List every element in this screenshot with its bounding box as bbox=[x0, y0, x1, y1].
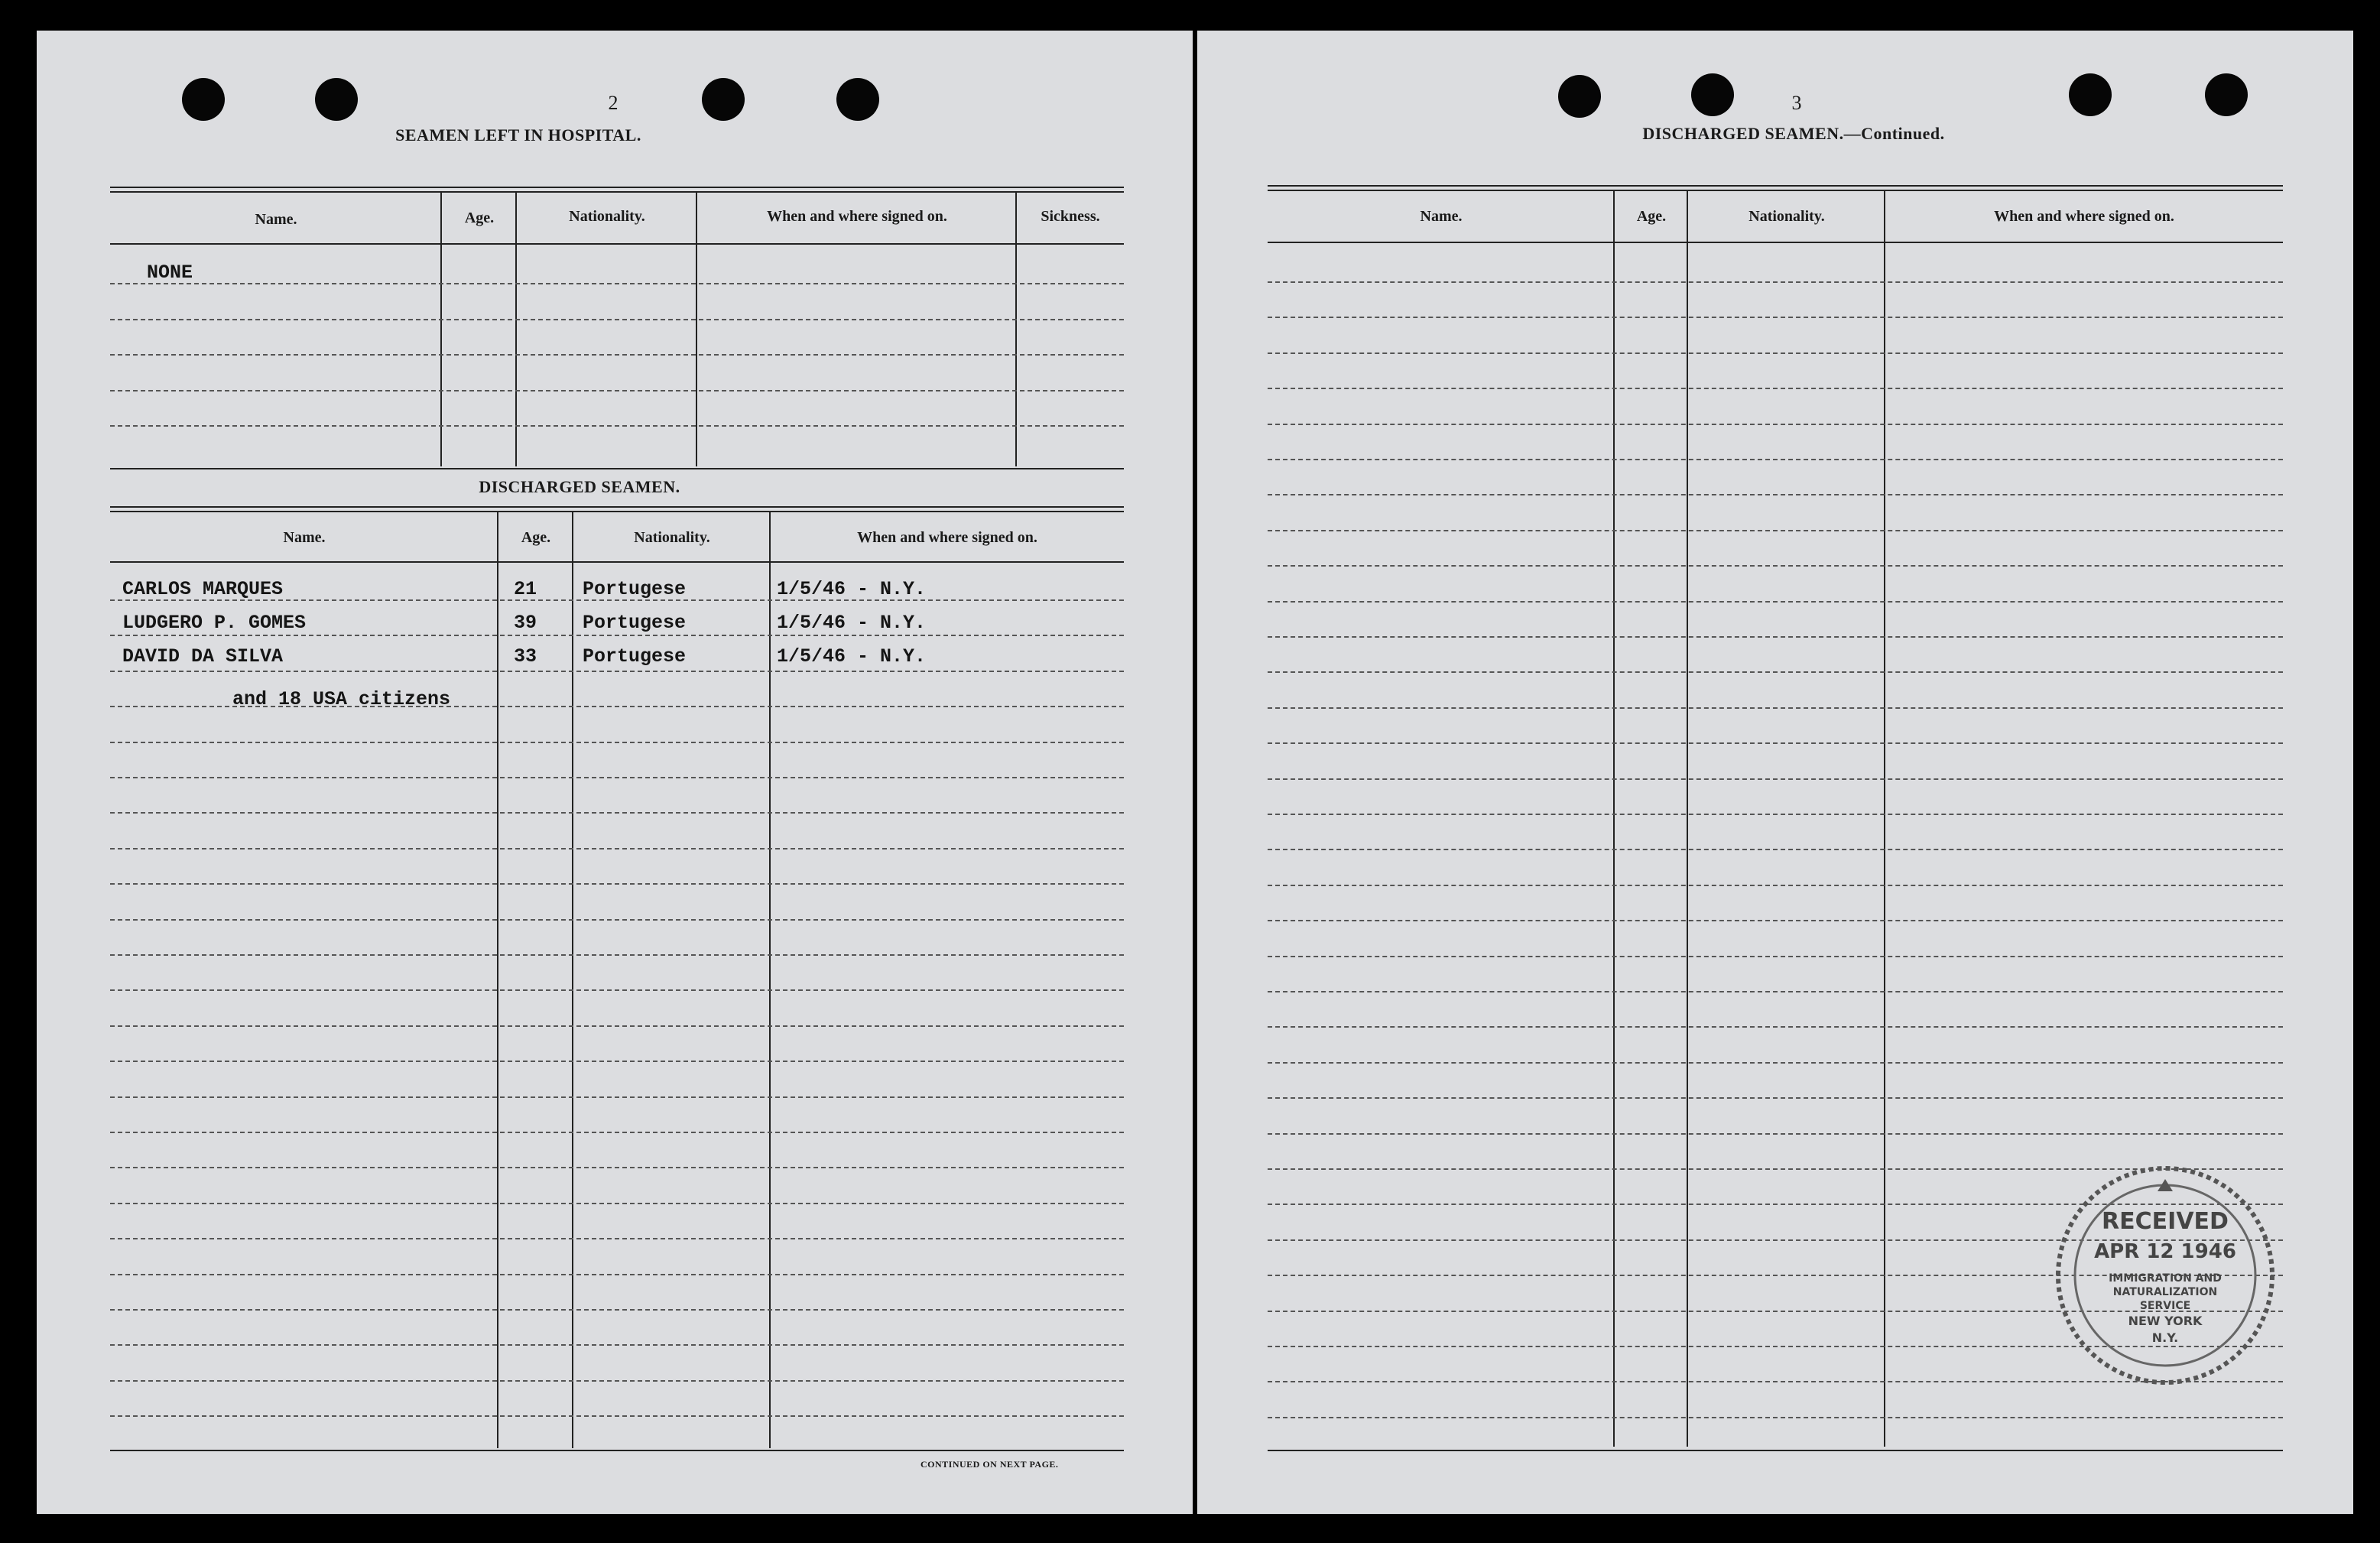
col-age: Age. bbox=[464, 210, 495, 226]
seaman-signed-on: 1/5/46 - N.Y. bbox=[777, 612, 927, 634]
row-line bbox=[110, 1415, 1124, 1417]
column-divider bbox=[497, 512, 498, 1448]
column-divider bbox=[1687, 191, 1688, 1447]
row-line bbox=[1268, 317, 2283, 318]
row-line bbox=[1268, 601, 2283, 603]
column-divider bbox=[572, 512, 573, 1448]
col-name: Name. bbox=[283, 529, 326, 546]
title-main: DISCHARGED SEAMEN. bbox=[1642, 124, 1844, 143]
punch-hole bbox=[315, 78, 358, 121]
punch-hole bbox=[2069, 73, 2112, 116]
row-line bbox=[1268, 885, 2283, 886]
col-name: Name. bbox=[255, 211, 297, 228]
seaman-nationality: Portugese bbox=[583, 612, 687, 634]
row-line bbox=[1268, 1097, 2283, 1099]
hospital-entry: NONE bbox=[147, 261, 193, 284]
row-line bbox=[1268, 352, 2283, 354]
table-top-rule bbox=[1268, 185, 2283, 191]
row-line bbox=[110, 390, 1124, 391]
page-number: 2 bbox=[608, 92, 619, 114]
row-line bbox=[1268, 778, 2283, 780]
stamp-agency: NATURALIZATION bbox=[2112, 1286, 2218, 1298]
table-bottom-rule bbox=[1268, 1450, 2283, 1451]
row-line bbox=[110, 1274, 1124, 1275]
row-line bbox=[110, 1344, 1124, 1346]
col-age: Age. bbox=[1636, 208, 1667, 225]
row-line bbox=[110, 1096, 1124, 1098]
punch-hole bbox=[2205, 73, 2248, 116]
column-divider bbox=[1884, 191, 1885, 1447]
row-line bbox=[110, 354, 1124, 356]
punch-hole bbox=[182, 78, 225, 121]
table-bottom-rule bbox=[110, 1450, 1124, 1451]
row-line bbox=[1268, 1062, 2283, 1064]
row-line bbox=[110, 1061, 1124, 1062]
discharged-continued-title bbox=[1610, 124, 1977, 144]
row-line bbox=[1268, 388, 2283, 389]
stamp-city: NEW YORK bbox=[2128, 1314, 2203, 1328]
seaman-signed-on: 1/5/46 - N.Y. bbox=[777, 645, 927, 668]
received-stamp bbox=[2050, 1161, 2280, 1390]
usa-citizens-note: and 18 USA citizens bbox=[232, 688, 451, 710]
col-nationality: Nationality. bbox=[634, 529, 710, 546]
row-line bbox=[110, 1380, 1124, 1382]
row-line bbox=[1268, 281, 2283, 283]
seaman-name: DAVID DA SILVA bbox=[122, 645, 284, 668]
row-line bbox=[1268, 459, 2283, 460]
row-line bbox=[1268, 956, 2283, 957]
row-line bbox=[110, 954, 1124, 956]
row-line bbox=[1268, 565, 2283, 567]
row-line bbox=[110, 1238, 1124, 1239]
row-line bbox=[110, 1132, 1124, 1133]
stamp-received: RECEIVED bbox=[2102, 1208, 2229, 1235]
col-signed-on: When and where signed on. bbox=[857, 529, 1037, 546]
continued-note: CONTINUED ON NEXT PAGE. bbox=[921, 1459, 1059, 1470]
col-nationality: Nationality. bbox=[569, 208, 645, 225]
col-signed-on: When and where signed on. bbox=[767, 208, 947, 225]
seaman-nationality: Portugese bbox=[583, 578, 687, 600]
col-nationality: Nationality. bbox=[1748, 208, 1825, 225]
seaman-age: 21 bbox=[514, 578, 537, 600]
header-rule bbox=[110, 561, 1124, 563]
seaman-name: CARLOS MARQUES bbox=[122, 578, 284, 600]
column-divider bbox=[769, 512, 771, 1448]
col-sickness: Sickness. bbox=[1041, 208, 1100, 225]
row-line bbox=[1268, 742, 2283, 744]
row-line bbox=[1268, 814, 2283, 815]
row-line bbox=[110, 635, 1124, 636]
seaman-age: 33 bbox=[514, 645, 537, 668]
row-line bbox=[110, 812, 1124, 814]
row-line bbox=[110, 989, 1124, 991]
row-line bbox=[1268, 991, 2283, 992]
table-top-rule bbox=[110, 187, 1124, 193]
row-line bbox=[1268, 1026, 2283, 1028]
row-line bbox=[1268, 424, 2283, 425]
row-line bbox=[1268, 671, 2283, 673]
row-line bbox=[110, 1025, 1124, 1027]
seaman-signed-on: 1/5/46 - N.Y. bbox=[777, 578, 927, 600]
seaman-nationality: Portugese bbox=[583, 645, 687, 668]
table-top-rule bbox=[110, 506, 1124, 512]
row-line bbox=[110, 425, 1124, 427]
row-line bbox=[110, 848, 1124, 849]
title-suffix: —Continued. bbox=[1843, 124, 1945, 143]
row-line bbox=[110, 1167, 1124, 1168]
row-line bbox=[110, 777, 1124, 778]
stamp-date: APR 12 1946 bbox=[2094, 1240, 2236, 1263]
row-line bbox=[110, 742, 1124, 743]
row-line bbox=[110, 1309, 1124, 1311]
row-line bbox=[1268, 920, 2283, 921]
row-line bbox=[110, 283, 1124, 284]
row-line bbox=[1268, 1133, 2283, 1135]
seaman-name: LUDGERO P. GOMES bbox=[122, 612, 307, 634]
row-line bbox=[1268, 707, 2283, 709]
header-rule bbox=[110, 243, 1124, 245]
stamp-agency: SERVICE bbox=[2139, 1300, 2191, 1312]
row-line bbox=[1268, 1417, 2283, 1418]
row-line bbox=[110, 671, 1124, 672]
seaman-age: 39 bbox=[514, 612, 537, 634]
discharged-section-title: DISCHARGED SEAMEN. bbox=[479, 477, 680, 496]
punch-hole bbox=[1558, 75, 1601, 118]
section-rule bbox=[110, 468, 1124, 469]
column-divider bbox=[1613, 191, 1615, 1447]
stamp-state: N.Y. bbox=[2151, 1330, 2179, 1345]
row-line bbox=[1268, 636, 2283, 638]
col-signed-on: When and where signed on. bbox=[1994, 208, 2174, 225]
punch-hole bbox=[1691, 73, 1734, 116]
row-line bbox=[1268, 494, 2283, 495]
row-line bbox=[110, 319, 1124, 320]
punch-hole bbox=[836, 78, 879, 121]
row-line bbox=[110, 883, 1124, 885]
row-line bbox=[1268, 849, 2283, 850]
col-name: Name. bbox=[1420, 208, 1463, 225]
row-line bbox=[110, 1203, 1124, 1204]
left-page bbox=[37, 31, 1193, 1514]
page-number: 3 bbox=[1791, 92, 1802, 114]
stamp-agency: IMMIGRATION AND bbox=[2109, 1272, 2222, 1285]
row-line bbox=[110, 919, 1124, 921]
header-rule bbox=[1268, 242, 2283, 243]
col-age: Age. bbox=[521, 529, 551, 546]
punch-hole bbox=[702, 78, 745, 121]
hospital-section-title: SEAMEN LEFT IN HOSPITAL. bbox=[395, 125, 641, 145]
row-line bbox=[1268, 530, 2283, 531]
